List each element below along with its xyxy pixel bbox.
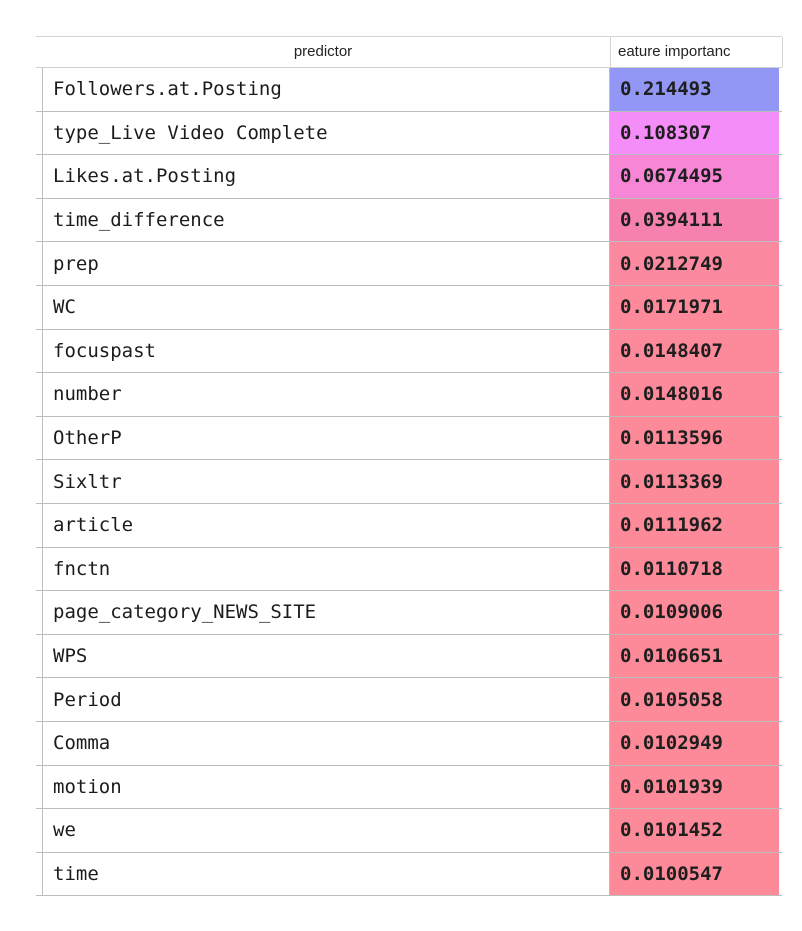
table-row[interactable] (36, 286, 782, 330)
importance-cell: 0.0394111 (610, 199, 779, 242)
importance-cell: 0.108307 (610, 112, 779, 155)
importance-cell: 0.0102949 (610, 722, 779, 765)
table-row[interactable] (36, 199, 782, 243)
table-header (36, 36, 782, 68)
predictor-cell: motion (42, 766, 610, 809)
table-row[interactable] (36, 722, 782, 766)
table-row[interactable] (36, 766, 782, 810)
predictor-cell: WC (42, 286, 610, 329)
predictor-cell: Period (42, 678, 610, 721)
table-row[interactable] (36, 417, 782, 461)
table-row[interactable] (36, 809, 782, 853)
importance-cell: 0.0113596 (610, 417, 779, 460)
importance-cell: 0.0148016 (610, 373, 779, 416)
predictor-cell: WPS (42, 635, 610, 678)
column-header-feature-importance[interactable]: eature importanc (611, 37, 783, 67)
importance-cell: 0.0148407 (610, 330, 779, 373)
importance-cell: 0.0100547 (610, 853, 779, 896)
importance-cell: 0.0105058 (610, 678, 779, 721)
importance-cell: 0.0110718 (610, 548, 779, 591)
table-row[interactable] (36, 853, 782, 897)
table-row[interactable] (36, 678, 782, 722)
predictor-cell: time (42, 853, 610, 896)
table-row[interactable] (36, 548, 782, 592)
predictor-cell: type_Live Video Complete (42, 112, 610, 155)
table-body (36, 68, 782, 896)
predictor-cell: Comma (42, 722, 610, 765)
importance-cell: 0.0113369 (610, 460, 779, 503)
table-row[interactable] (36, 460, 782, 504)
predictor-cell: article (42, 504, 610, 547)
predictor-cell: fnctn (42, 548, 610, 591)
predictor-cell: Followers.at.Posting (42, 68, 610, 111)
importance-cell: 0.0212749 (610, 242, 779, 285)
importance-cell: 0.0109006 (610, 591, 779, 634)
importance-cell: 0.0674495 (610, 155, 779, 198)
predictor-cell: focuspast (42, 330, 610, 373)
table-row[interactable] (36, 155, 782, 199)
table-row[interactable] (36, 112, 782, 156)
table-row[interactable] (36, 504, 782, 548)
table-row[interactable] (36, 330, 782, 374)
importance-cell: 0.0101939 (610, 766, 779, 809)
predictor-cell: time_difference (42, 199, 610, 242)
importance-cell: 0.214493 (610, 68, 779, 111)
importance-cell: 0.0101452 (610, 809, 779, 852)
predictor-cell: page_category_NEWS_SITE (42, 591, 610, 634)
table-row[interactable] (36, 373, 782, 417)
feature-importance-table (36, 36, 782, 896)
predictor-cell: Sixltr (42, 460, 610, 503)
table-row[interactable] (36, 635, 782, 679)
table-row[interactable] (36, 242, 782, 286)
table-row[interactable] (36, 68, 782, 112)
table-row[interactable] (36, 591, 782, 635)
importance-cell: 0.0171971 (610, 286, 779, 329)
importance-cell: 0.0111962 (610, 504, 779, 547)
predictor-cell: prep (42, 242, 610, 285)
importance-cell: 0.0106651 (610, 635, 779, 678)
predictor-cell: we (42, 809, 610, 852)
predictor-cell: Likes.at.Posting (42, 155, 610, 198)
predictor-cell: number (42, 373, 610, 416)
predictor-cell: OtherP (42, 417, 610, 460)
column-header-predictor[interactable]: predictor (36, 37, 611, 67)
